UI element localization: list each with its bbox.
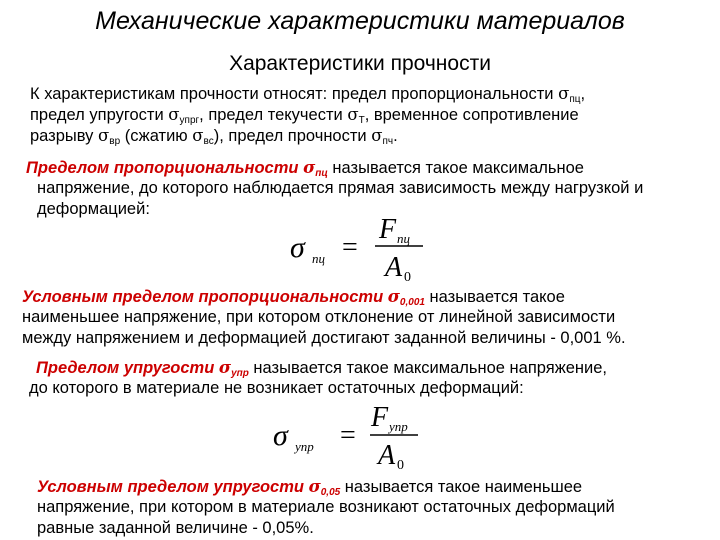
def2-line-2: наименьшее напряжение, при котором отклонение от линейной зависимости [22, 308, 616, 326]
formula2-denominator: A [378, 440, 396, 471]
formula2-lhs-sigma: σ [273, 419, 288, 452]
formula1-denominator-sub: 0 [404, 270, 411, 285]
def3-line-2: до которого в материале не возникает остаточных деформаций: [29, 379, 524, 397]
slide-subtitle: Характеристики прочности [229, 52, 491, 75]
def2-line-3: между напряжением и деформацией достигают заданной величины - 0,001 %. [22, 329, 626, 347]
formula2-numerator-sub: упр [389, 419, 408, 434]
formula1-lhs-sub: пц [312, 251, 325, 266]
def1-line-2: напряжение, до которого наблюдается прямая зависимость между нагрузкой и [37, 179, 644, 197]
def4-line-2: напряжение, при котором в материале возникают остаточных деформаций [37, 498, 615, 516]
formula1-equals: = [342, 232, 358, 263]
slide-title: Механические характеристики материалов [95, 7, 625, 35]
def1-line-1: Пределом пропорциональности $\sigma_{пц}$ называется такое максимальное [26, 158, 584, 179]
intro-line-3: разрыву $\sigma_{вр}$ (сжатию $\sigma_{вс}$), предел прочности $\sigma_{пч}$. [30, 126, 398, 147]
formula1-numerator: F [379, 214, 397, 245]
formula-proportional-limit [285, 212, 445, 284]
formula1-numerator-sub: пц [397, 231, 410, 246]
formula1-lhs-sigma: σ [290, 231, 305, 264]
def2-line-1: Условным пределом пропорциональности $\sigma_{0,001}$ называется такое [22, 287, 565, 308]
formula1-denominator: A [385, 252, 403, 283]
formula2-equals: = [340, 420, 356, 451]
def3-line-1: Пределом упругости $\sigma_{упр}$ называется такое максимальное напряжение, [36, 358, 608, 379]
formula2-lhs-sub: упр [295, 439, 314, 454]
def4-line-1: Условным пределом упругости $\sigma_{0,05}$ называется такое наименьшее [37, 477, 583, 498]
formula-elastic-limit [268, 400, 438, 472]
def4-line-3: равные заданной величине - 0,05%. [37, 519, 314, 537]
intro-line-1: К характеристикам прочности относят: предел пропорциональности $\sigma_{пц}$, [30, 84, 586, 105]
formula2-numerator: F [371, 402, 389, 433]
def1-line-3: деформацией: [37, 200, 150, 218]
intro-line-2: предел упругости $\sigma_{упрг}$, предел текучести $\sigma_Т$, временное сопротивление [30, 105, 579, 126]
formula2-denominator-sub: 0 [397, 458, 404, 473]
